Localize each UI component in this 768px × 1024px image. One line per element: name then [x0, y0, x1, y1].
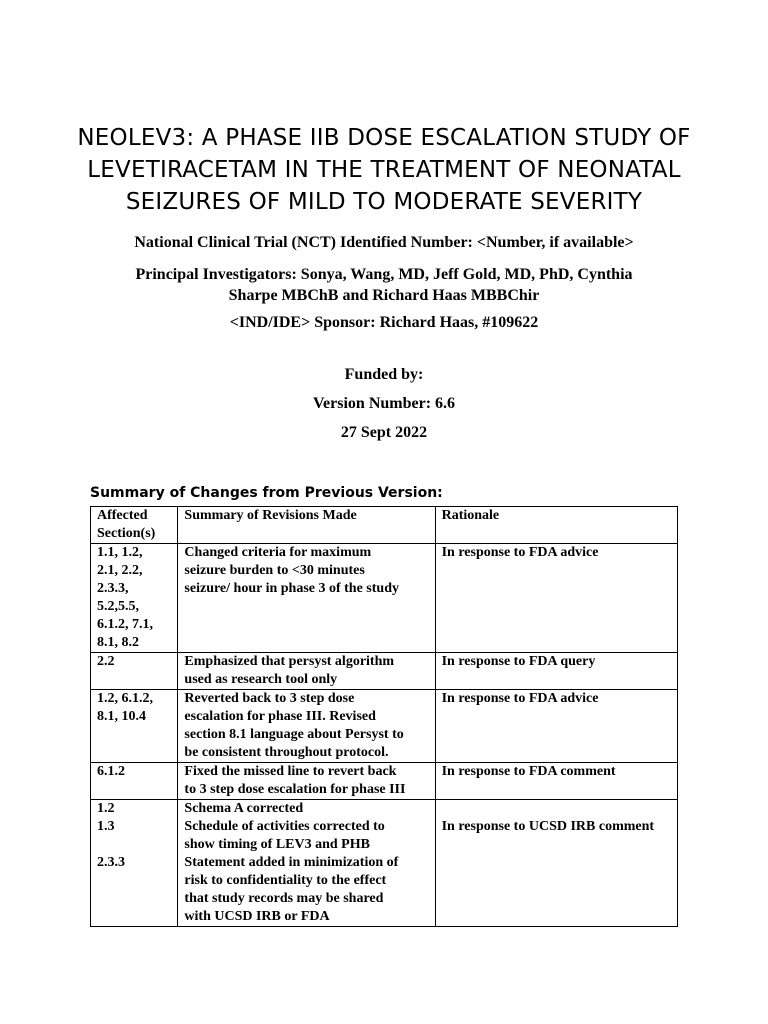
table-row — [91, 690, 678, 763]
rationale-cell: In response to FDA advice — [435, 690, 677, 763]
principal-investigators — [60, 264, 708, 306]
affected-sections-cell: 1.1, 1.2, 2.1, 2.2, 2.3.3, 5.2,5.5, 6.1.2, 7.1, 8.1, 8.2 — [91, 544, 178, 653]
table-row — [91, 653, 678, 690]
investigators-line: Sharpe MBChB and Richard Haas MBBChir — [228, 287, 540, 304]
funded-by: Funded by: — [344, 366, 424, 383]
revision-summary-cell: Fixed the missed line to revert back to 3 step dose escalation for phase III — [178, 763, 435, 800]
table-row — [91, 544, 678, 653]
summary-of-changes-heading: Summary of Changes from Previous Version: — [90, 485, 443, 501]
document-date: 27 Sept 2022 — [340, 424, 428, 441]
affected-sections-cell: 2.2 — [91, 653, 178, 690]
revision-summary-cell: Schema A corrected Schedule of activities corrected to show timing of LEV3 and PHB Statement added in minimization of risk to confidentiality to the effect that study records may be shared with UCSD IRB or FDA — [178, 800, 435, 927]
header-rationale: Rationale — [435, 507, 677, 544]
header-affected-sections: Affected Section(s) — [91, 507, 178, 544]
revision-summary-cell: Changed criteria for maximum seizure burden to <30 minutes seizure/ hour in phase 3 of the study — [178, 544, 435, 653]
affected-sections-cell: 6.1.2 — [91, 763, 178, 800]
nct-number-line: National Clinical Trial (NCT) Identified Number: <Number, if available> — [134, 234, 634, 251]
title-line: SEIZURES OF MILD TO MODERATE SEVERITY — [125, 189, 643, 215]
version-number: Version Number: 6.6 — [312, 395, 456, 412]
table-row — [91, 800, 678, 927]
table-header-row — [91, 507, 678, 544]
rationale-cell: In response to UCSD IRB comment — [435, 800, 677, 927]
revision-summary-cell: Emphasized that persyst algorithm used as research tool only — [178, 653, 435, 690]
affected-sections-cell: 1.2 1.3 2.3.3 — [91, 800, 178, 927]
rationale-cell: In response to FDA query — [435, 653, 677, 690]
header-summary-of-revisions: Summary of Revisions Made — [178, 507, 435, 544]
summary-of-changes-table — [90, 506, 678, 927]
rationale-cell: In response to FDA advice — [435, 544, 677, 653]
affected-sections-cell: 1.2, 6.1.2, 8.1, 10.4 — [91, 690, 178, 763]
title-line: NEOLEV3: A PHASE IIB DOSE ESCALATION STUDY OF — [77, 125, 691, 151]
table-row — [91, 763, 678, 800]
title-line: LEVETIRACETAM IN THE TREATMENT OF NEONATAL — [87, 157, 681, 183]
investigators-line: Principal Investigators: Sonya, Wang, MD, Jeff Gold, MD, PhD, Cynthia — [135, 266, 633, 283]
sponsor-line: <IND/IDE> Sponsor: Richard Haas, #109622 — [229, 314, 539, 331]
rationale-cell: In response to FDA comment — [435, 763, 677, 800]
revision-summary-cell: Reverted back to 3 step dose escalation for phase III. Revised section 8.1 language about Persyst to be consistent throughout protocol. — [178, 690, 435, 763]
document-title — [60, 122, 708, 218]
